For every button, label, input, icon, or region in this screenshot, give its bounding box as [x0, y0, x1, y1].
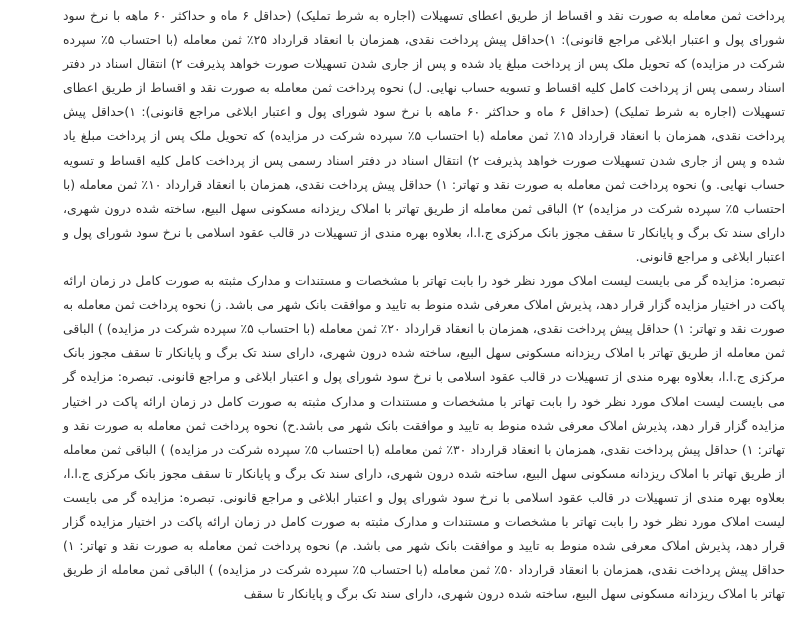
paragraph-payment-terms: پرداخت ثمن معامله به صورت نقد و اقساط از طریق اعطای تسهیلات (اجاره به شرط تملیک) (حداقل ۶ ماه و حداکثر ۶۰ ماهه با نرخ سود شورای پول و اعتبار ابلاغی مراجع قانونی): ۱)حداقل پیش پرداخت نقدی، همزمان با انعقاد قرارداد ۲۵٪ ثمن معامله (با احتساب ۵٪ سپرده شرکت در مزایده) که تحویل ملک پس از پرداخت مبلغ یاد شده و پس از جاری شدن تسهیلات صورت خواهد پذیرفت ۲) انتقال اسناد در دفتر اسناد رسمی پس از پرداخت کامل کلیه اقساط و تسویه حساب نهایی. ل) نحوه پرداخت ثمن معامله به صورت نقد و اقساط از طریق اعطای تسهیلات (اجاره به شرط تملیک) (حداقل ۶ ماه و حداکثر ۶۰ ماهه با نرخ سود شورای پول و اعتبار ابلاغی مراجع قانونی): ۱)حداقل پیش پرداخت نقدی، همزمان با انعقاد قرارداد ۱۵٪ ثمن معامله (با احتساب ۵٪ سپرده شرکت در مزایده) که تحویل ملک پس از پرداخت مبلغ یاد شده و پس از جاری شدن تسهیلات صورت خواهد پذیرفت ۲) انتقال اسناد در دفتر اسناد رسمی پس از پرداخت کامل کلیه اقساط و تسویه حساب نهایی. و) نحوه پرداخت ثمن معامله به صورت نقد و تهاتر: ۱) حداقل پیش پرداخت نقدی، همزمان با انعقاد قرارداد ۱۰٪ ثمن معامله (با احتساب ۵٪ سپرده شرکت در مزایده) ۲) الباقی ثمن معامله از طریق تهاتر با املاک ریزدانه مسکونی سهل البیع، ساخته شده درون شهری، دارای سند تک برگ و پایانکار تا سقف مجوز بانک مرکزی ج.ا.ا، بعلاوه بهره مندی از تسهیلات در قالب عقود اسلامی با نرخ سود شورای پول و اعتبار ابلاغی و مراجع قانونی. — [63, 8, 786, 264]
paragraph-note-barter: تبصره: مزایده گر می بایست لیست املاک مورد نظر خود را بابت تهاتر با مشخصات و مستندات و مدارک مثبته به صورت کامل در زمان ارائه پاکت در اختیار مزایده گزار قرار دهد، پذیرش املاک معرفی شده منوط به تایید و موافقت بانک شهر می باشد. ز) نحوه پرداخت ثمن معامله به صورت نقد و تهاتر: ۱) حداقل پیش پرداخت نقدی، همزمان با انعقاد قرارداد ۲۰٪ ثمن معامله (با احتساب ۵٪ سپرده شرکت در مزایده) ) الباقی ثمن معامله از طریق تهاتر با املاک ریزدانه مسکونی سهل البیع، ساخته شده درون شهری، دارای سند تک برگ و پایانکار تا سقف مجوز بانک مرکزی ج.ا.ا، بعلاوه بهره مندی از تسهیلات در قالب عقود اسلامی با نرخ سود شورای پول و اعتبار ابلاغی و مراجع قانونی. تبصره: مزایده گر می بایست لیست املاک مورد نظر خود را بابت تهاتر با مشخصات و مستندات و مدارک مثبته به صورت کامل در زمان ارائه پاکت در اختیار مزایده گزار قرار دهد، پذیرش املاک معرفی شده منوط به تایید و موافقت بانک شهر می باشد.ح) نحوه پرداخت ثمن معامله به صورت نقد و تهاتر: ۱) حداقل پیش پرداخت نقدی، همزمان با انعقاد قرارداد ۳۰٪ ثمن معامله (با احتساب ۵٪ سپرده شرکت در مزایده) ) الباقی ثمن معامله از طریق تهاتر با املاک ریزدانه مسکونی سهل البیع، ساخته شده درون شهری، دارای سند تک برگ و پایانکار تا سقف مجوز بانک مرکزی ج.ا.ا، بعلاوه بهره مندی از تسهیلات در قالب عقود اسلامی با نرخ سود شورای پول و اعتبار ابلاغی و مراجع قانونی. تبصره: مزایده گر می بایست لیست املاک مورد نظر خود را بابت تهاتر با مشخصات و مستندات و مدارک مثبته به صورت کامل در زمان ارائه پاکت در اختیار مزایده گزار قرار دهد، پذیرش املاک معرفی شده منوط به تایید و موافقت بانک شهر می باشد. م) نحوه پرداخت ثمن معامله به صورت نقد و تهاتر: ۱) حداقل پیش پرداخت نقدی، همزمان با انعقاد قرارداد ۵۰٪ ثمن معامله (با احتساب ۵٪ سپرده شرکت در مزایده) ) الباقی ثمن معامله از طریق تهاتر با املاک ریزدانه مسکونی سهل البیع، ساخته شده درون شهری، دارای سند تک برگ و پایانکار تا سقف — [63, 273, 785, 602]
document-body — [63, 4, 785, 606]
